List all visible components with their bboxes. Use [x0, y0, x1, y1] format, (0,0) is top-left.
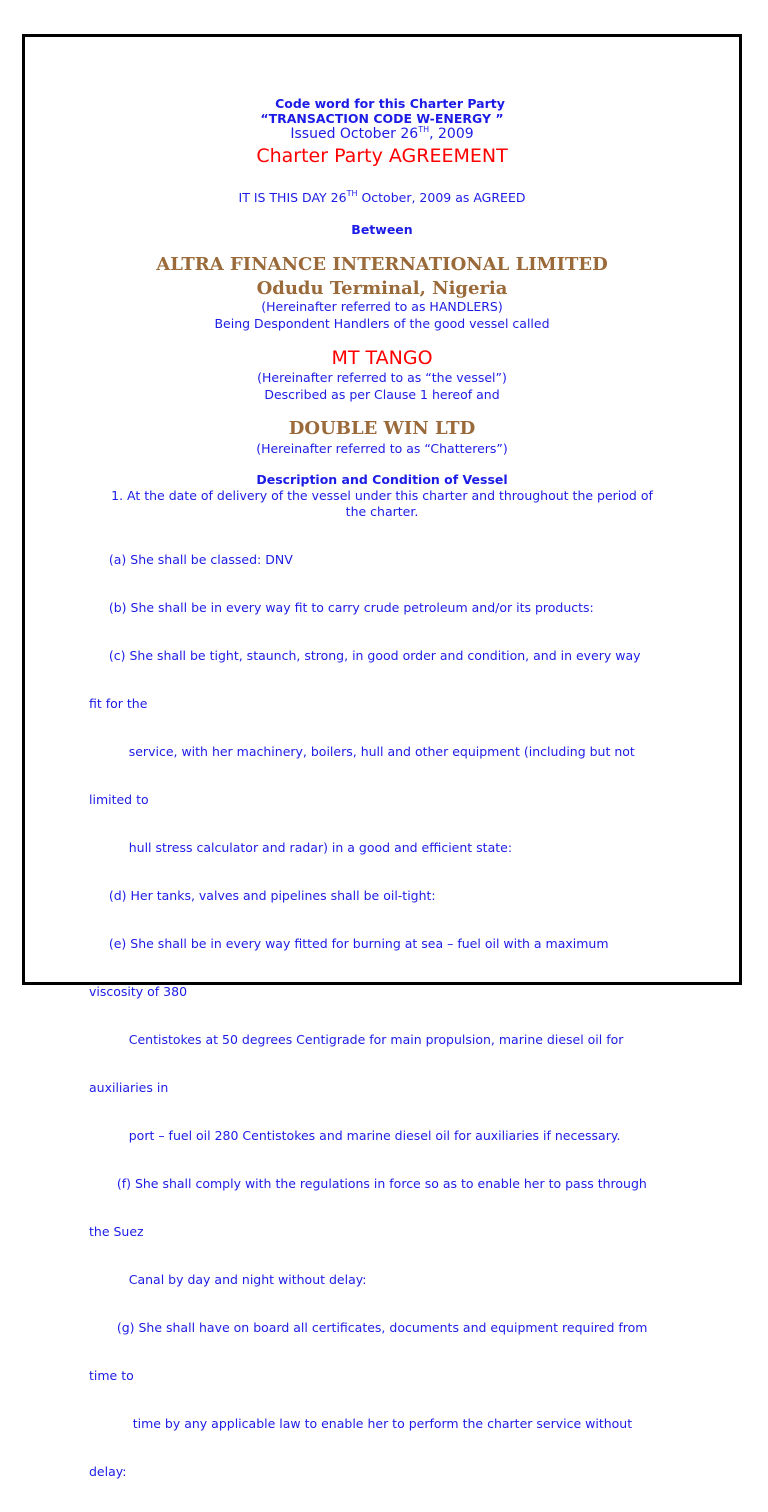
- clause-1-line-2: the charter.: [345, 504, 419, 519]
- clause-line: viscosity of 380: [89, 984, 188, 999]
- clause-text-block: [89, 520, 647, 1512]
- vessel-desc: Described as per Clause 1 hereof and: [264, 387, 500, 402]
- issued-suffix: , 2009: [429, 126, 474, 142]
- vessel-ref: (Hereinafter referred to as “the vessel”): [257, 370, 507, 385]
- issued-date: [25, 126, 739, 142]
- clause-line: Centistokes at 50 degrees Centigrade for main propulsion, marine diesel oil for: [89, 1032, 624, 1047]
- clause-line: time to: [89, 1368, 134, 1383]
- clause-line: service, with her machinery, boilers, hull and other equipment (including but not: [89, 744, 635, 759]
- clause-line: (e) She shall be in every way fitted for burning at sea – fuel oil with a maximum: [89, 936, 609, 951]
- clause-line: limited to: [89, 792, 149, 807]
- clause-line: auxiliaries in: [89, 1080, 169, 1095]
- clause-line: Canal by day and night without delay:: [89, 1272, 367, 1287]
- handler-ref: (Hereinafter referred to as HANDLERS): [261, 299, 503, 314]
- transaction-code: “TRANSACTION CODE W-ENERGY ”: [260, 111, 504, 126]
- vessel-name: MT TANGO: [331, 347, 433, 369]
- day-prefix: IT IS THIS DAY 26: [238, 190, 347, 205]
- clause-line: (g) She shall have on board all certificates, documents and equipment required from: [89, 1320, 648, 1335]
- clause-1-line-1: 1. At the date of delivery of the vessel under this charter and throughout the period of: [111, 488, 653, 503]
- clause-line: fit for the: [89, 696, 148, 711]
- clause-line: (a) She shall be classed: DNV: [89, 552, 293, 567]
- day-suffix: October, 2009 as AGREED: [357, 190, 526, 205]
- day-sup: TH: [346, 189, 358, 198]
- clause-line: delay:: [89, 1464, 127, 1479]
- handler-name: ALTRA FINANCE INTERNATIONAL LIMITED: [156, 254, 608, 275]
- agreement-day: [25, 190, 739, 205]
- code-word-line: Code word for this Charter Party: [275, 96, 505, 111]
- section-heading: Description and Condition of Vessel: [256, 472, 508, 487]
- charterer-ref: (Hereinafter referred to as “Chatterers”): [256, 441, 508, 456]
- clause-line: (c) She shall be tight, staunch, strong, in good order and condition, and in every way: [89, 648, 641, 663]
- clause-line: hull stress calculator and radar) in a good and efficient state:: [89, 840, 513, 855]
- clause-line: (b) She shall be in every way fit to carry crude petroleum and/or its products:: [89, 600, 594, 615]
- between-label: Between: [351, 222, 413, 237]
- clause-line: time by any applicable law to enable her to perform the charter service without: [89, 1416, 633, 1431]
- clause-line: the Suez: [89, 1224, 144, 1239]
- clause-line: (d) Her tanks, valves and pipelines shall be oil-tight:: [89, 888, 436, 903]
- document-page: [22, 34, 742, 1479]
- clause-line: (f) She shall comply with the regulations in force so as to enable her to pass through: [89, 1176, 647, 1191]
- agreement-title: Charter Party AGREEMENT: [256, 145, 508, 167]
- handler-location: Odudu Terminal, Nigeria: [256, 278, 508, 299]
- handler-desc: Being Despondent Handlers of the good vessel called: [214, 316, 550, 331]
- issued-sup: TH: [418, 125, 430, 134]
- issued-prefix: Issued October 26: [290, 126, 419, 142]
- charterer-name: DOUBLE WIN LTD: [288, 418, 476, 439]
- clause-line: port – fuel oil 280 Centistokes and marine diesel oil for auxiliaries if necessary.: [89, 1128, 621, 1143]
